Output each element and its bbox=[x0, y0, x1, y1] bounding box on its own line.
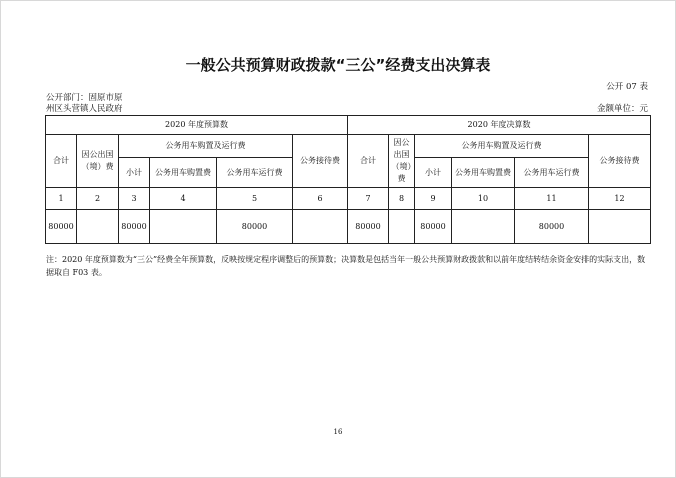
final-abroad-value bbox=[389, 210, 415, 244]
column-number: 11 bbox=[515, 188, 589, 210]
column-number: 5 bbox=[217, 188, 293, 210]
budget-total-header: 合计 bbox=[46, 135, 77, 188]
budget-subtotal-value: 80000 bbox=[119, 210, 150, 244]
final-subtotal-value: 80000 bbox=[415, 210, 452, 244]
form-number: 公开 07 表 bbox=[606, 82, 648, 92]
budget-purchase-header: 公务用车购置费 bbox=[150, 158, 217, 188]
final-header: 2020 年度决算数 bbox=[348, 116, 651, 135]
final-total-header: 合计 bbox=[348, 135, 389, 188]
document-title: 一般公共预算财政拨款“三公”经费支出决算表 bbox=[185, 56, 491, 74]
column-number: 3 bbox=[119, 188, 150, 210]
budget-vehicle-header: 公务用车购置及运行费 bbox=[119, 135, 293, 158]
budget-total-value: 80000 bbox=[46, 210, 77, 244]
budget-abroad-value bbox=[77, 210, 119, 244]
final-subtotal-header: 小计 bbox=[415, 158, 452, 188]
final-operation-value: 80000 bbox=[515, 210, 589, 244]
header-row-periods bbox=[46, 116, 651, 135]
data-row bbox=[46, 210, 651, 244]
column-number: 7 bbox=[348, 188, 389, 210]
department-line-2: 州区头营镇人民政府 bbox=[46, 104, 123, 114]
budget-abroad-header: 因公出国（境）费 bbox=[77, 135, 119, 188]
column-number: 8 bbox=[389, 188, 415, 210]
budget-header: 2020 年度预算数 bbox=[46, 116, 348, 135]
column-number: 2 bbox=[77, 188, 119, 210]
final-abroad-header: 因公出国（境）费 bbox=[389, 135, 415, 188]
budget-reception-value bbox=[293, 210, 348, 244]
final-total-value: 80000 bbox=[348, 210, 389, 244]
column-number: 10 bbox=[452, 188, 515, 210]
budget-operation-value: 80000 bbox=[217, 210, 293, 244]
column-number: 1 bbox=[46, 188, 77, 210]
final-vehicle-header: 公务用车购置及运行费 bbox=[415, 135, 589, 158]
header-row-categories bbox=[46, 135, 651, 158]
final-reception-value bbox=[589, 210, 651, 244]
budget-subtotal-header: 小计 bbox=[119, 158, 150, 188]
final-purchase-value bbox=[452, 210, 515, 244]
column-number-row bbox=[46, 188, 651, 210]
column-number: 6 bbox=[293, 188, 348, 210]
column-number: 12 bbox=[589, 188, 651, 210]
budget-operation-header: 公务用车运行费 bbox=[217, 158, 293, 188]
three-public-expenses-table bbox=[45, 115, 651, 244]
budget-purchase-value bbox=[150, 210, 217, 244]
column-number: 4 bbox=[150, 188, 217, 210]
page-number: 16 bbox=[333, 428, 343, 436]
amount-unit: 金额单位：元 bbox=[596, 104, 648, 114]
budget-reception-header: 公务接待费 bbox=[293, 135, 348, 188]
table-note: 注：2020 年度预算数为“三公”经费全年预算数，反映按规定程序调整后的预算数；决算数是包括当年一般公共预算财政拨款和以前年度结转结余资金安排的实际支出，数据取自 F03 表。 bbox=[46, 255, 646, 277]
department-line-1: 公开部门：固原市原 bbox=[46, 93, 123, 103]
column-number: 9 bbox=[415, 188, 452, 210]
final-operation-header: 公务用车运行费 bbox=[515, 158, 589, 188]
final-reception-header: 公务接待费 bbox=[589, 135, 651, 188]
final-purchase-header: 公务用车购置费 bbox=[452, 158, 515, 188]
